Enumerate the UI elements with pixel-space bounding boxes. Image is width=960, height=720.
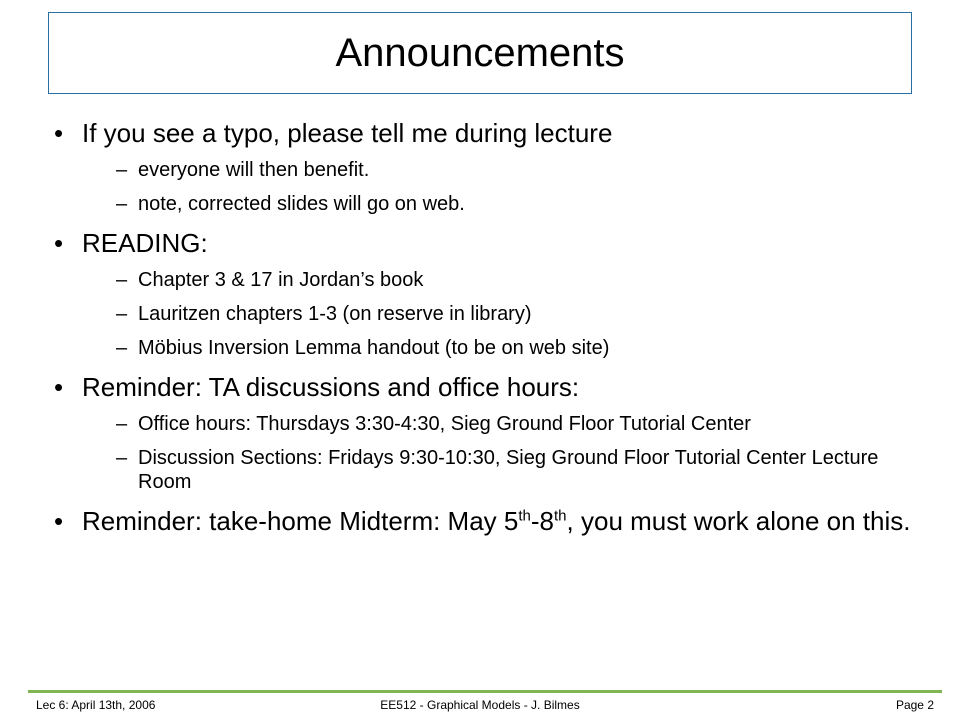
sub-item-text: Discussion Sections: Fridays 9:30-10:30, Sieg Ground Floor Tutorial Center Lecture Room [138,447,879,493]
sub-item [54,268,914,292]
bullet-text [82,506,910,536]
bullet-text-part: , you must work alone on this. [566,506,911,536]
bullet-icon: • [54,228,64,258]
bullet-icon: • [54,506,64,536]
footer-rule [28,690,942,693]
sub-item-text: Office hours: Thursdays 3:30-4:30, Sieg Ground Floor Tutorial Center [138,413,751,435]
title-box [48,12,912,94]
sub-item-text: note, corrected slides will go on web. [138,193,465,215]
slide-content [54,114,914,536]
bullet-item [54,372,914,402]
sub-item-text: Lauritzen chapters 1-3 (on reserve in library) [138,303,532,325]
superscript: th [554,507,567,525]
dash-icon: – [116,303,128,325]
dash-icon: – [116,447,128,469]
footer-center: EE512 - Graphical Models - J. Bilmes [380,698,580,712]
sub-item-text: Chapter 3 & 17 in Jordan’s book [138,269,424,291]
bullet-icon: • [54,118,64,148]
sub-item [54,446,914,494]
dash-icon: – [116,159,128,181]
dash-icon: – [116,269,128,291]
dash-icon: – [116,337,128,359]
sub-item-text: everyone will then benefit. [138,159,370,181]
bullet-item [54,118,914,148]
sub-item [54,302,914,326]
footer-right: Page 2 [895,698,934,712]
sub-item [54,158,914,182]
bullet-text: Reminder: TA discussions and office hours: [82,372,580,402]
bullet-item [54,228,914,258]
footer-left: Lec 6: April 13th, 2006 [36,698,156,712]
bullet-text: READING: [82,228,208,258]
sub-item [54,336,914,360]
bullet-text-part: -8 [530,506,555,536]
sub-item [54,192,914,216]
bullet-text: If you see a typo, please tell me during lecture [82,118,613,148]
dash-icon: – [116,193,128,215]
sub-item-text: Möbius Inversion Lemma handout (to be on web site) [138,337,610,359]
dash-icon: – [116,413,128,435]
superscript: th [518,507,531,525]
bullet-icon: • [54,372,64,402]
bullet-item [54,506,914,536]
slide-title: Announcements [335,30,625,75]
sub-item [54,412,914,436]
bullet-text-part: Reminder: take-home Midterm: May 5 [82,506,519,536]
